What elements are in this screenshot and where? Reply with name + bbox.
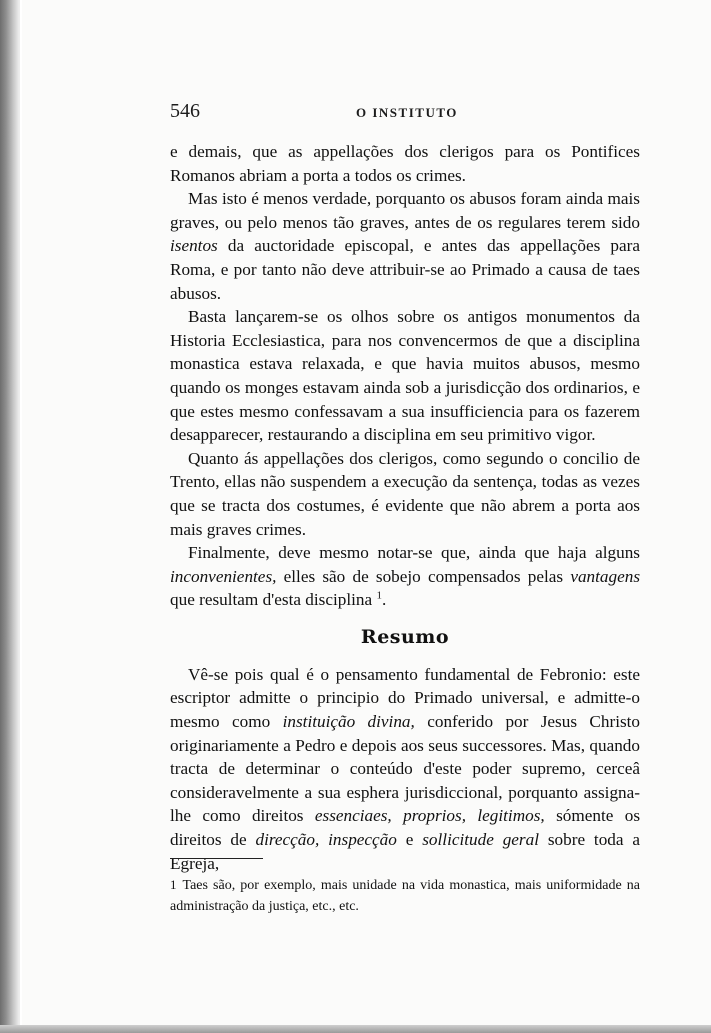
p6-italic-4: sollicitude geral — [422, 830, 539, 850]
paragraph-4 — [170, 447, 640, 541]
p2-text-b: da auctoridade episcopal, e antes das appellações para Roma, e por tanto não deve attribuir-se ao Primado a causa de taes abusos. — [170, 236, 641, 303]
paragraph-6 — [170, 663, 640, 875]
p5-text-d: . — [381, 590, 387, 610]
main-text — [170, 140, 640, 875]
paragraph-2 — [170, 187, 640, 305]
p2-italic: isentos — [170, 236, 218, 256]
p5-text-b: elles são de sobejo compensados pelas — [283, 566, 564, 586]
p6-italic-2: essenciaes, proprios, legitimos, — [314, 806, 545, 826]
p6-italic-1: instituição divina, — [282, 712, 415, 732]
page-header — [170, 100, 640, 126]
p6-text-e: sobre toda a Egreja, — [170, 830, 641, 873]
book-binding-edge — [0, 0, 20, 1033]
p6-text-b: conferido por Jesus Christo originariamente a Pedro e depois aos seus successores. Mas, quando tracta de determinar o conteúdo d'este poder supremo, cerceâ consideravelmente a sua esphera jurisdiccional, porquanto assigna-lhe como direitos — [170, 712, 641, 826]
footnote-marker: 1 — [170, 877, 177, 892]
p1-text: e demais, que as appellações dos clerigos para os Pontifices Romanos abriam a porta a todos os crimes. — [170, 142, 640, 185]
p6-italic-3: direcção, inspecção — [255, 830, 397, 850]
p4-text: Quanto ás appellações dos clerigos, como segundo o concilio de Trento, ellas não suspendem a execução da sentença, todas as vezes que se tracta dos costumes, é evidente que não abrem a porta aos mais graves crimes. — [170, 448, 640, 539]
p5-text-a: Finalmente, deve mesmo notar-se que, ainda que haja alguns — [188, 543, 640, 563]
p6-text-a: Vê-se pois qual é o pensamento fundamental de Febronio: este escriptor admitte o principio do Primado universal, e admitte-o mesmo como — [170, 664, 640, 732]
section-heading-resumo: Resumo — [360, 625, 450, 648]
footnote-text: Taes são, por exemplo, mais unidade na vida monastica, mais uniformidade na administração da justiça, etc., etc. — [170, 878, 640, 914]
p5-text-c: que resultam d'esta disciplina — [170, 590, 373, 610]
footnote-reference: 1 — [376, 589, 382, 602]
p5-italic-1: inconvenientes, — [170, 566, 277, 586]
p6-text-d: e — [405, 830, 414, 850]
footnote — [170, 874, 640, 917]
running-title: O INSTITUTO — [356, 105, 458, 120]
footnote-rule — [170, 858, 263, 859]
p6-text-c: sómente os direitos de — [170, 806, 641, 850]
paragraph-1 — [170, 140, 640, 187]
scan-bottom-edge — [0, 1025, 711, 1033]
paragraph-5 — [170, 541, 640, 612]
p5-italic-2: vantagens — [570, 566, 641, 586]
page-number: 546 — [170, 100, 200, 122]
p2-text-a: Mas isto é menos verdade, porquanto os abusos foram ainda mais graves, ou pelo menos tão graves, antes de os regulares terem sido — [170, 189, 640, 232]
p3-text: Basta lançarem-se os olhos sobre os antigos monumentos da Historia Ecclesiastica, para nos convencermos de que a disciplina monastica estava relaxada, e que havia muitos abusos, mesmo quando os monges estavam ainda sob a jurisdicção dos ordinarios, e que estes mesmo confessavam a sua insufficiencia para os fazerem desapparecer, restaurando a disciplina em seu primitivo vigor. — [170, 307, 640, 445]
paragraph-3 — [170, 305, 640, 447]
